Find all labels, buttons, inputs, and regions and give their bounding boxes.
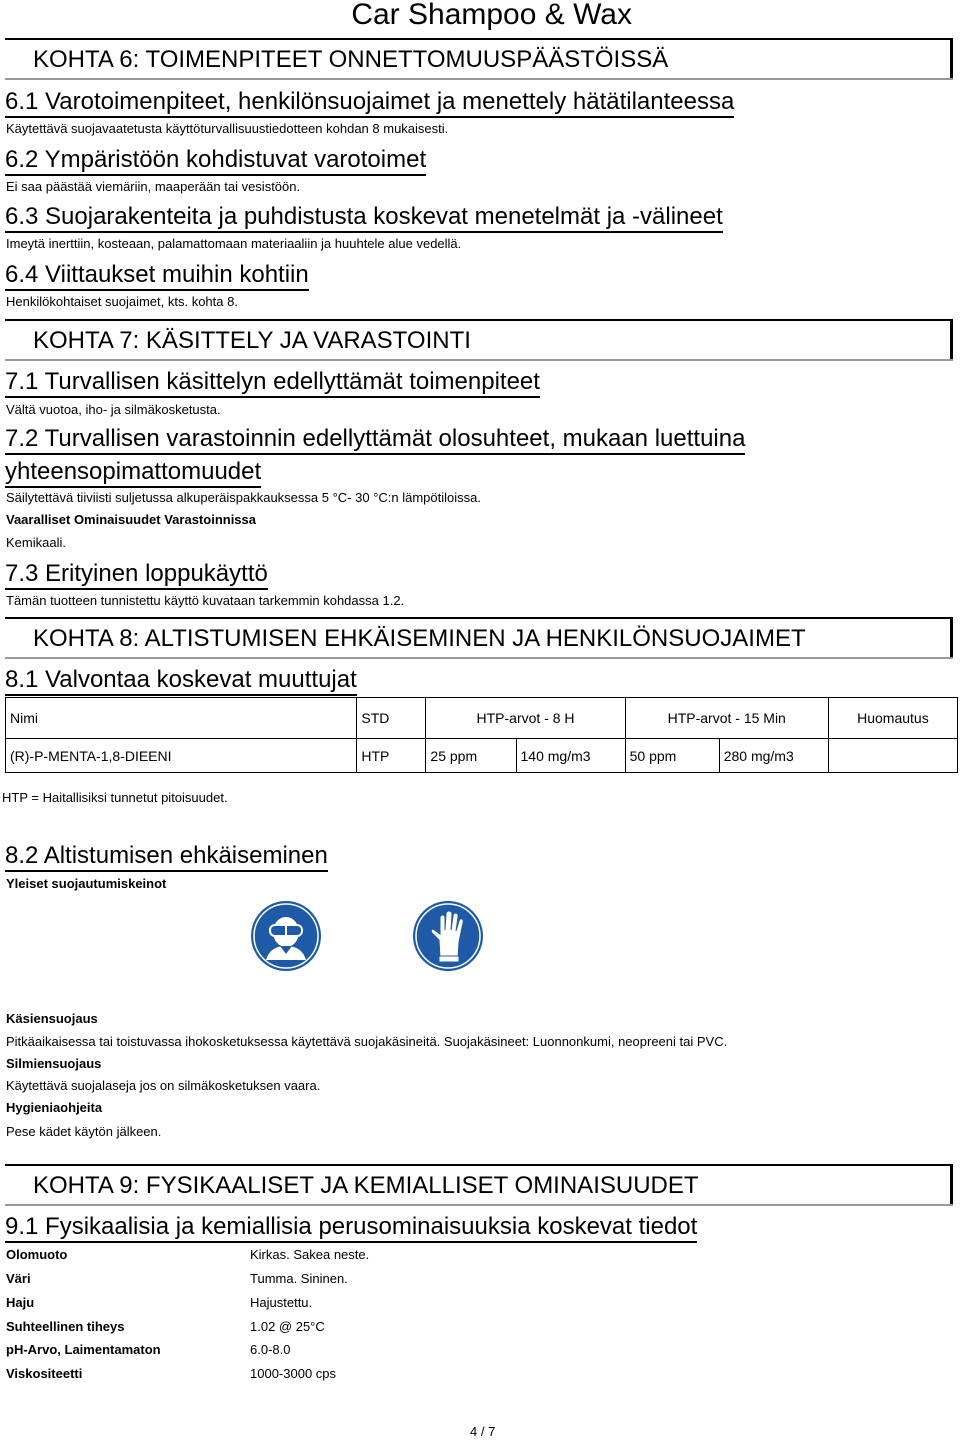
prop-value: Kirkas. Sakea neste. [250, 1247, 370, 1262]
page-number: 4 / 7 [470, 1424, 496, 1439]
section-8-1-title: 8.1 Valvontaa koskevat muuttujat [5, 666, 357, 696]
protective-gloves-icon [412, 900, 484, 972]
section-6-4-title: 6.4 Viittaukset muihin kohtiin [5, 261, 309, 291]
table-header-row [6, 698, 958, 739]
prop-label: Haju [6, 1295, 35, 1310]
prop-label: pH-Arvo, Laimentamaton [6, 1342, 161, 1357]
section-9-heading-box [5, 1164, 953, 1204]
header-htp-15min: HTP-arvot - 15 Min [625, 698, 828, 739]
section-9-1-title: 9.1 Fysikaalisia ja kemiallisia perusominaisuuksia koskevat tiedot [5, 1213, 697, 1243]
section-6-3-title: 6.3 Suojarakenteita ja puhdistusta koskevat menetelmät ja -välineet [5, 203, 723, 233]
section-8-heading-box [5, 617, 953, 657]
section-7-1-text: Vältä vuotoa, iho- ja silmäkosketusta. [6, 402, 221, 417]
section-7-heading-box [5, 319, 953, 359]
section-8-heading: KOHTA 8: ALTISTUMISEN EHKÄISEMINEN JA HENKILÖNSUOJAIMET [33, 625, 806, 652]
prop-value: 1000-3000 cps [250, 1366, 337, 1381]
prop-label: Viskositeetti [6, 1366, 83, 1381]
section-6-2-title: 6.2 Ympäristöön kohdistuvat varotoimet [5, 146, 426, 176]
prop-value: Tumma. Sininen. [250, 1271, 348, 1286]
hygiene-text: Pese kädet käytön jälkeen. [6, 1124, 162, 1139]
section-7-2-value: Kemikaali. [6, 535, 66, 550]
cell-note [828, 739, 957, 773]
hygiene-label: Hygieniaohjeita [6, 1100, 103, 1115]
header-nimi: Nimi [6, 698, 357, 739]
section-7-2-title-line2: yhteensopimattomuudet [5, 458, 261, 488]
prop-label: Suhteellinen tiheys [6, 1319, 125, 1334]
section-6-3-text: Imeytä inerttiin, kosteaan, palamattomaan materiaaliin ja huuhtele alue vedellä. [6, 236, 462, 251]
section-7-1-title: 7.1 Turvallisen käsittelyn edellyttämät toimenpiteet [5, 368, 540, 398]
cell-8h-mg: 140 mg/m3 [516, 739, 625, 773]
section-7-2-title-line1: 7.2 Turvallisen varastoinnin edellyttämät olosuhteet, mukaan luettuina [5, 425, 745, 455]
section-7-heading: KOHTA 7: KÄSITTELY JA VARASTOINTI [33, 327, 471, 354]
section-7-3-title: 7.3 Erityinen loppukäyttö [5, 560, 268, 590]
document-title: Car Shampoo & Wax [351, 0, 632, 31]
htp-note: HTP = Haitallisiksi tunnetut pitoisuudet. [2, 790, 228, 805]
section-6-heading: KOHTA 6: TOIMENPITEET ONNETTOMUUSPÄÄSTÖISSÄ [33, 46, 669, 73]
section-6-1-text: Käytettävä suojavaatetusta käyttöturvallisuustiedotteen kohdan 8 mukaisesti. [6, 121, 449, 136]
prop-value: 1.02 @ 25°C [250, 1319, 325, 1334]
general-protection-label: Yleiset suojautumiskeinot [6, 876, 167, 891]
section-6-heading-box [5, 38, 953, 78]
hand-protection-label: Käsiensuojaus [6, 1011, 98, 1026]
prop-label: Olomuoto [6, 1247, 68, 1262]
safety-goggles-icon [250, 900, 322, 972]
cell-8h-ppm: 25 ppm [426, 739, 516, 773]
exposure-limits-table [5, 697, 958, 773]
cell-15min-mg: 280 mg/m3 [719, 739, 828, 773]
prop-label: Väri [6, 1271, 31, 1286]
table-row [6, 739, 958, 773]
header-std: STD [357, 698, 426, 739]
hand-protection-text: Pitkäaikaisessa tai toistuvassa ihokosketuksessa käytettävä suojakäsineitä. Suojakäsineet: Luonnonkumi, neopreeni tai PVC. [6, 1034, 728, 1049]
header-huomautus: Huomautus [828, 698, 957, 739]
section-6-1-title: 6.1 Varotoimenpiteet, henkilönsuojaimet ja menettely hätätilanteessa [5, 88, 734, 118]
eye-protection-label: Silmiensuojaus [6, 1056, 102, 1071]
prop-value: Hajustettu. [250, 1295, 313, 1310]
section-6-2-text: Ei saa päästää viemäriin, maaperään tai vesistöön. [6, 179, 301, 194]
eye-protection-text: Käytettävä suojalaseja jos on silmäkosketuksen vaara. [6, 1078, 321, 1093]
prop-value: 6.0-8.0 [250, 1342, 291, 1357]
section-8-2-title: 8.2 Altistumisen ehkäiseminen [5, 842, 328, 872]
section-7-2-text: Säilytettävä tiiviisti suljetussa alkuperäispakkauksessa 5 °C- 30 °C:n lämpötiloissa. [6, 490, 481, 505]
section-6-4-text: Henkilökohtaiset suojaimet, kts. kohta 8. [6, 294, 238, 309]
section-7-2-label: Vaaralliset Ominaisuudet Varastoinnissa [6, 512, 256, 527]
cell-std: HTP [357, 739, 426, 773]
header-htp-8h: HTP-arvot - 8 H [426, 698, 625, 739]
cell-name: (R)-P-MENTA-1,8-DIEENI [6, 739, 357, 773]
section-9-heading: KOHTA 9: FYSIKAALISET JA KEMIALLISET OMINAISUUDET [33, 1172, 699, 1199]
cell-15min-ppm: 50 ppm [625, 739, 719, 773]
section-7-3-text: Tämän tuotteen tunnistettu käyttö kuvataan tarkemmin kohdassa 1.2. [6, 593, 405, 608]
